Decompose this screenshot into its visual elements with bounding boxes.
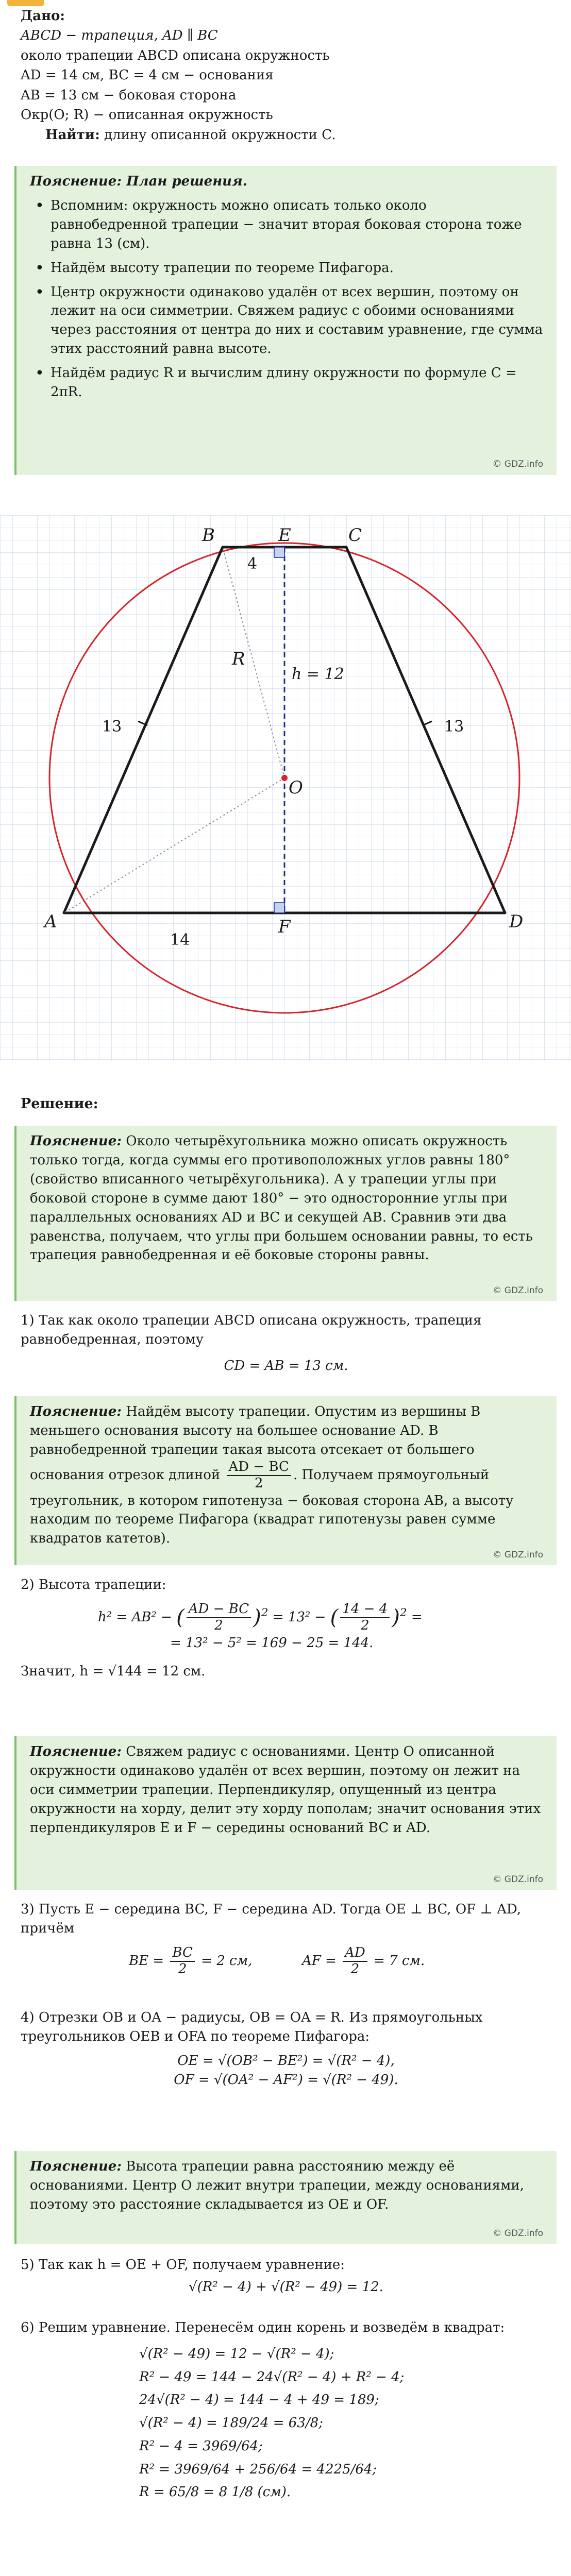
grid-background: [0, 515, 571, 1061]
label-ad-length: 14: [170, 931, 190, 949]
fraction-numerator: AD − BC: [227, 1460, 291, 1476]
step-1-text: 1) Так как около трапеции ABCD описана окружность, трапеция равнобедренная, поэтому: [21, 1313, 482, 1347]
derivation-line: R = 65/8 = 8 1/8 (см).: [139, 2484, 291, 2500]
credit-text: GDZ.info: [504, 1285, 543, 1296]
note-text: Около четырёхугольника можно описать окружность только тогда, когда суммы его противоположных углов равны 180° (свойство вписанного четырёхугольника). А у трапеции углы при боковой стороне в сумме дают 180° − это односторонние углы при параллельных основаниях AD и BC и секущей AB. Сравнив эти два равенства, получаем, что углы при большем основании равны, то есть трапеция равнобедренная и её боковые стороны равны.: [30, 1133, 533, 1263]
copyright-icon: ©: [492, 459, 502, 470]
note-height: [14, 1396, 557, 1565]
given-line-4: AB = 13 см − боковая сторона: [21, 87, 237, 103]
note-label: Пояснение:: [30, 1404, 122, 1419]
derivation-line: √(R² − 4) = 189/24 = 63/8;: [139, 2415, 323, 2431]
step-2: [21, 1575, 551, 1681]
derivation-line: R² − 4 = 3969/64;: [139, 2438, 263, 2454]
label-ab-length: 13: [102, 718, 122, 736]
formula-part: AF =: [301, 1953, 337, 1969]
label-o: O: [289, 777, 303, 798]
copyright-icon: ©: [493, 1549, 502, 1560]
find-label: Найти:: [45, 127, 100, 143]
trapezoid-figure: [0, 515, 571, 1061]
right-angle-e: [274, 547, 284, 557]
formula-part: =: [411, 1609, 423, 1625]
label-a: A: [44, 911, 57, 932]
step-2-result: Значит, h = √144 = 12 см.: [21, 1663, 206, 1679]
label-b: B: [202, 525, 215, 546]
label-f: F: [278, 917, 291, 937]
step-2-formula-2: = 13² − 5² = 169 − 25 = 144.: [170, 1635, 374, 1651]
step-1: [21, 1311, 551, 1376]
credit-text: GDZ.info: [504, 459, 543, 470]
fraction-denominator: 2: [214, 1617, 223, 1633]
note-perpendiculars: [14, 1736, 557, 1890]
label-height: h = 12: [292, 665, 344, 683]
formula-part: = 13² −: [272, 1609, 326, 1625]
step-3-formula: [129, 1945, 551, 1977]
right-angle-f: [274, 903, 284, 913]
step-2-formula-1: h² = AB² − ( $\frac{AD - BC}{2}$ )$^2$ = 13² − ( $\frac{14 - 4}{2}$ )$^2$ =: [98, 1601, 423, 1633]
label-d: D: [509, 911, 524, 932]
credit-text: GDZ.info: [504, 2228, 543, 2239]
fraction: [227, 1460, 291, 1492]
find-text: длину описанной окружности C.: [99, 127, 336, 143]
credit-text: GDZ.info: [504, 1874, 543, 1885]
copyright-icon: ©: [493, 1874, 502, 1885]
step-6-derivation: [139, 2343, 551, 2504]
step-4-formula-2: OF = √(OA² − AF²) = √(R² − 49).: [174, 2072, 398, 2088]
given-line-1: ABCD − трапеция, AD ∥ BC: [21, 28, 218, 44]
note-text: Высота трапеции равна расстоянию между её основаниями. Центр O лежит внутри трапеции, между основаниями, поэтому это расстояние складывается из OE и OF.: [30, 2159, 524, 2212]
formula-part: = 7 см.: [373, 1953, 425, 1969]
plan-list: [30, 196, 543, 402]
credit: [493, 1873, 543, 1886]
fraction-numerator: BC: [170, 1945, 194, 1962]
solution-heading: Решение:: [21, 1096, 98, 1112]
note-text-a: Найдём высоту трапеции. Опустим из вершины B меньшего основания высоту на большее основание AD. В равнобедренной трапеции такая высота отсекает от большего основания отрезок длиной: [30, 1404, 481, 1483]
plan-item: • Центр окружности одинаково удалён от всех вершин, поэтому он лежит на оси симметрии. Свяжем радиус с обоими основаниями через расстояния от центра до них и составим уравнение, где сумма этих расстояний равна высоте.: [30, 283, 543, 359]
credit: [492, 457, 543, 471]
step-5: [21, 2256, 551, 2297]
label-bc-length: 4: [247, 555, 258, 573]
plan-item: • Найдём высоту трапеции по теореме Пифагора.: [30, 259, 543, 278]
note-text: Свяжем радиус с основаниями. Центр O описанной окружности одинаково удалён от всех вершин, поэтому он лежит на оси симметрии трапеции. Перпендикуляр, опущенный из центра окружности на хорду, делит эту хорду пополам; значит основания этих перпендикуляров E и F − середины оснований BC и AD.: [30, 1744, 541, 1836]
given-line-5: Окр(O; R) − описанная окружность: [21, 107, 273, 123]
fraction-numerator: AD: [343, 1945, 367, 1962]
given-line-2: около трапеции ABCD описана окружность: [21, 47, 330, 63]
plan-item: • Найдём радиус R и вычислим длину окружности по формуле C = 2πR.: [30, 364, 543, 402]
credit: [493, 1549, 543, 1561]
derivation-line: R² = 3969/64 + 256/64 = 4225/64;: [139, 2461, 377, 2477]
step-6-text: 6) Решим уравнение. Перенесём один корень и возведём в квадрат:: [21, 2320, 505, 2335]
fraction-numerator: 14 − 4: [340, 1602, 390, 1618]
step-2-text: 2) Высота трапеции:: [21, 1577, 166, 1592]
copyright-icon: ©: [493, 2228, 502, 2239]
formula-part: BE =: [129, 1953, 164, 1969]
fraction-numerator: AD − BC: [187, 1602, 251, 1618]
plan-item: • Вспомним: окружность можно описать только около равнобедренной трапеции − значит вторая боковая сторона тоже равна 13 (см).: [30, 196, 543, 253]
note-sum: [14, 2151, 557, 2244]
formula-part: = 2 см,: [201, 1953, 253, 1969]
credit: [493, 2227, 543, 2240]
top-tab-marker: [7, 0, 44, 6]
plan-note: [14, 166, 557, 475]
note-label: Пояснение:: [30, 2159, 122, 2174]
given-section: [21, 6, 551, 145]
step-4: [21, 2008, 551, 2090]
fraction-denominator: 2: [178, 1961, 187, 1977]
credit-text: GDZ.info: [504, 1549, 543, 1560]
derivation-line: √(R² − 49) = 12 − √(R² − 4);: [139, 2346, 334, 2362]
note-isosceles: [14, 1126, 557, 1301]
step-5-text: 5) Так как h = OE + OF, получаем уравнение:: [21, 2257, 345, 2273]
step-3-text: 3) Пусть E − середина BC, F − середина AD. Тогда OE ⊥ BC, OF ⊥ AD, причём: [21, 1902, 522, 1936]
step-6: [21, 2318, 551, 2504]
copyright-icon: ©: [493, 1285, 502, 1296]
given-heading: Дано:: [21, 8, 65, 24]
credit: [493, 1284, 543, 1297]
derivation-line: 24√(R² − 4) = 144 − 4 + 49 = 189;: [139, 2392, 379, 2408]
label-e: E: [278, 525, 291, 546]
given-line-3: AD = 14 см, BC = 4 см − основания: [21, 67, 274, 83]
step-4-formula-1: OE = √(OB² − BE²) = √(R² − 4),: [177, 2053, 395, 2069]
center-point: [281, 775, 288, 781]
figure-svg: [0, 515, 571, 1061]
label-cd-length: 13: [444, 718, 464, 736]
step-4-text: 4) Отрезки OB и OA − радиусы, OB = OA = R. Из прямоугольных треугольников OEB и OFA по теореме Пифагора:: [21, 2010, 483, 2044]
formula-part: h² = AB² −: [98, 1609, 172, 1625]
note-text-b: . Получаем прямоугольный треугольник, в котором гипотенуза − боковая сторона AB, а высоту находим по теореме Пифагора (квадрат гипотенузы равен сумме квадратов катетов).: [30, 1467, 514, 1547]
note-label: Пояснение:: [30, 1744, 122, 1759]
label-c: C: [348, 525, 362, 546]
note-label: Пояснение:: [30, 1133, 122, 1149]
step-1-formula: CD = AB = 13 см.: [224, 1358, 348, 1374]
step-5-formula: √(R² − 4) + √(R² − 49) = 12.: [189, 2279, 383, 2295]
derivation-line: R² − 49 = 144 − 24√(R² − 4) + R² − 4;: [139, 2369, 405, 2385]
fraction-denominator: 2: [350, 1961, 360, 1977]
fraction-denominator: 2: [254, 1475, 263, 1491]
plan-label: Пояснение: План решения.: [30, 174, 247, 189]
label-r: R: [232, 649, 245, 669]
fraction-denominator: 2: [360, 1617, 370, 1633]
step-3: [21, 1900, 551, 1977]
find-line: [45, 125, 551, 145]
